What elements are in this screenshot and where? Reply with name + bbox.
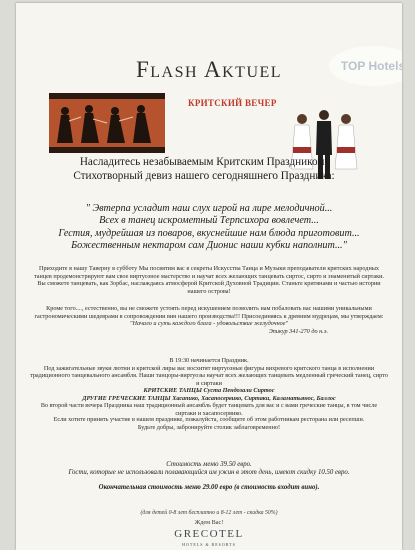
intro-text: Насладитесь незабываемым Критским Праздником! Стихотворный девиз нашего сегодняшнего Праздника: (73, 156, 335, 182)
grecotel-logo: GRECOTEL (174, 528, 244, 540)
final-price-text: Окончательная стоимость меню 29.00 евро (в стоимость входит вино). (98, 484, 320, 491)
program-second-part: Во второй части вечера Праздника наш традиционный ансамбль будет танцевать для вас и с вами греческие танцы, в том числе сиртаки и хасапосервико. (40, 402, 378, 417)
flyer-sheet (16, 3, 406, 550)
final-price (32, 484, 386, 492)
cretan-dances-list: КРИТСКИЕ ТАНЦЫ Суста Пендозали Сиртос (143, 387, 275, 394)
paragraph-program (30, 357, 388, 417)
welcome-text: Ждем Вас! (194, 519, 224, 526)
motto-line: " Эвтерпа усладит наш слух игрой на лире мелодичной... (85, 203, 333, 214)
booking-text: Если хотите принять участие в нашем празднике, пожалуйста, сообщите об этом работникам ресторана или ресепшн. (53, 416, 365, 423)
epicurus-quote: "Начало и суть каждого блага - удовольствие желудочное" (129, 320, 289, 327)
greek-dances-list: ДРУГИЕ ГРЕЧЕСКИЕ ТАНЦЫ Хасапико, Хасапосервико, Сиртаки, Каламатьянос, Баллос (82, 394, 336, 402)
motto-line: Всех в танец искрометный Терпсихора вовлечет... (99, 215, 319, 227)
watermark-logo (326, 41, 406, 91)
paragraph-tavern-text: Приходите в нашу Таверну в субботу Мы посвятим вас в секреты Искусства Танца и Музыки преподаватели критских народных танцев продемонстрируют вам свое виртуозное мастерство и научат всех желающих танцевать сиртос, сирто и знаменитый сиртаки. Вы сможете танцевать, как Зорбас, наслаждаясь атмосферой Критской Духовной Традиции. Станьте критянами и частью истории нашего острова! (34, 265, 384, 295)
start-time: В 19:30 начинается Праздник. (169, 357, 249, 364)
motto-line: Божественным нектаром сам Дионис наши кубки наполнит..." (71, 240, 347, 252)
paragraph-booking (30, 416, 388, 431)
price-block (32, 461, 386, 478)
children-footnote: (для детей 0-8 лет бесплатно и 8-12 лет - скидка 50%) (140, 510, 278, 516)
paragraph-tavern (30, 265, 388, 295)
paragraph-gastronomy (30, 305, 388, 335)
grecotel-logo-subtitle: HOTELS & RESORTS (182, 542, 236, 547)
paragraph-gastronomy-text: Кроме того...., естественно, вы не сможете устоять перед искушением позволить нам побаловать вас нашими уникальными гастрономическими шедеврами в сопровождении вин нашего производства!!! Присоединяясь к древним мудрецам, мы утверждаем: (34, 305, 384, 320)
flyer-title: Flash Aktuel (135, 57, 283, 82)
watermark-text: TOP Hotels (340, 59, 406, 73)
ancient-vase-illustration (49, 93, 165, 153)
evening-subtitle: КРИТСКИЙ ВЕЧЕР (188, 98, 277, 108)
program-text: Под зажигательные звуки лютни и критской лиры вас восхитят виртуозные фигуры вихревого критского танца в исполнении традиционного танцевального ансамбля. Наши танцоры-виртуозы научат всех желающих танцевать медленный греческий танец, сирто и сиртаки (30, 364, 388, 387)
booking-reminder: Будьте добры, забронируйте столик заблаговременно! (137, 423, 281, 431)
discount-note: Гости, которые не использовали полавающийся им ужин в этот день, имеют скидку 10.50 евро. (68, 469, 350, 477)
motto-line: Гестия, мудрейшая из поваров, вкуснейшие нам блюда приготовит... (58, 227, 360, 239)
quote-author: Эпикур 341-270 до н.э. (268, 327, 328, 335)
motto-verse (36, 203, 382, 253)
menu-price: Стоимость меню 39.50 евро. (166, 461, 252, 468)
